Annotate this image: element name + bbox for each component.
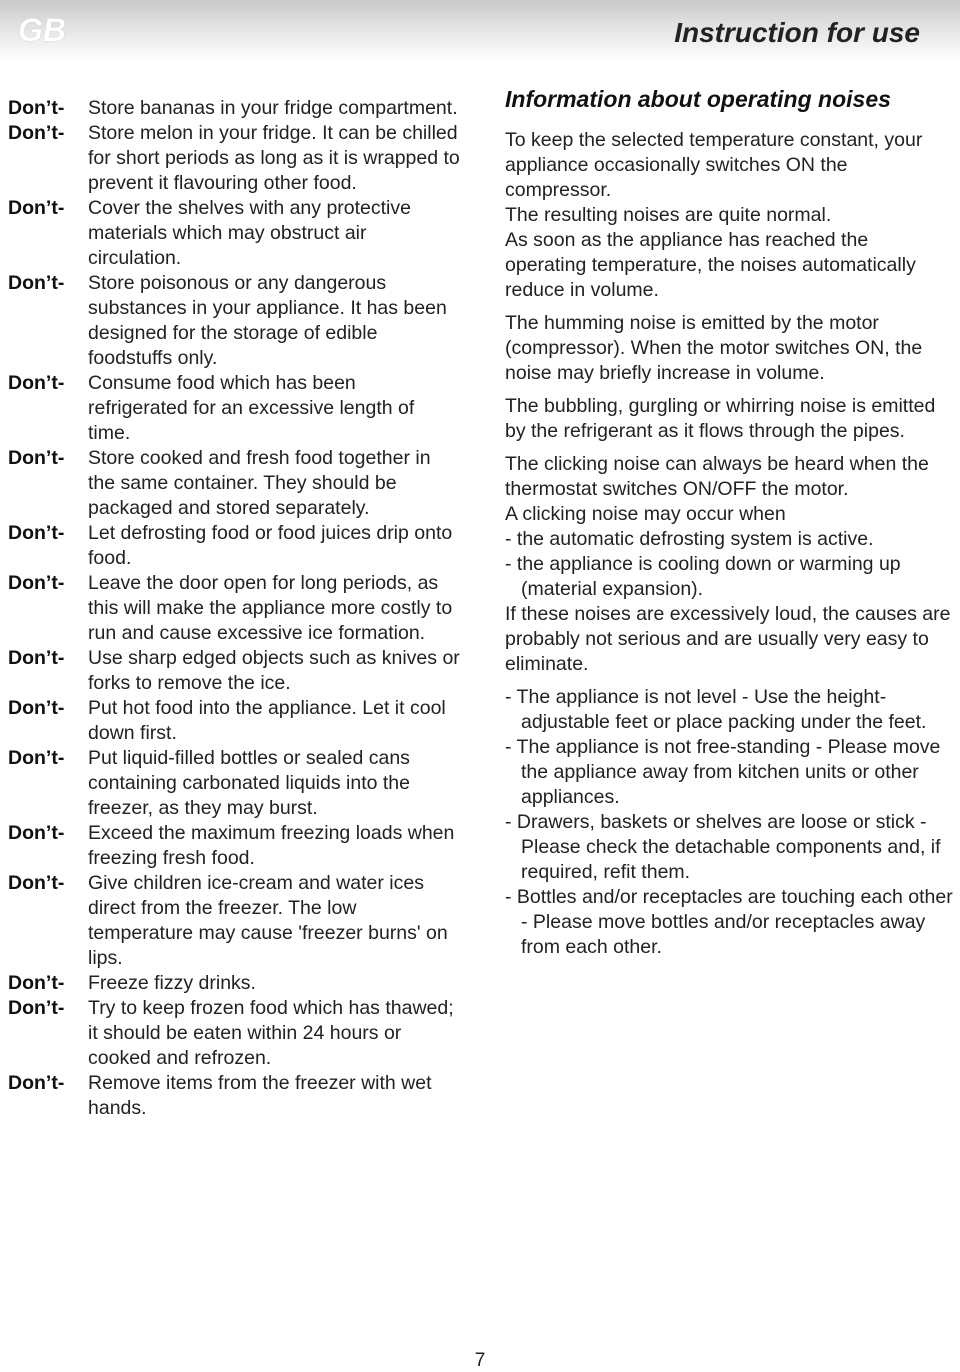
bullet-item: - Bottles and/or receptacles are touching each other - Please move bottles and/or receptacles away from each other. (505, 886, 953, 958)
section-title: Information about operating noises (505, 86, 891, 112)
donts-list (8, 96, 460, 1121)
dont-item (8, 446, 460, 521)
dont-text: Give children ice-cream and water ices direct from the freezer. The low temperature may cause 'freezer burns' on lips. (88, 872, 448, 969)
paragraph: The resulting noises are quite normal. (505, 204, 832, 226)
dont-text: Cover the shelves with any protective materials which may obstruct air circulation. (88, 197, 411, 269)
dont-item (8, 571, 460, 646)
bullet-item: - Drawers, baskets or shelves are loose or stick - Please check the detachable components and, if required, refit them. (505, 811, 941, 883)
dont-label: Don’t- (8, 822, 65, 844)
dont-text: Try to keep frozen food which has thawed; it should be eaten within 24 hours or cooked and refrozen. (88, 997, 454, 1069)
dont-label: Don’t- (8, 572, 65, 594)
dont-label: Don’t- (8, 647, 65, 669)
country-code: GB (18, 12, 66, 48)
paragraph: As soon as the appliance has reached the operating temperature, the noises automatically reduce in volume. (505, 229, 916, 301)
paragraph: To keep the selected temperature constant, your appliance occasionally switches ON the compressor. (505, 129, 923, 201)
dont-label: Don’t- (8, 447, 65, 469)
dont-item (8, 746, 460, 821)
dont-item (8, 821, 460, 871)
dont-label: Don’t- (8, 522, 65, 544)
header-title: Instruction for use (674, 17, 920, 48)
dont-item (8, 371, 460, 446)
dont-label: Don’t- (8, 122, 65, 144)
bullet-item: - The appliance is not free-standing - Please move the appliance away from kitchen units or other appliances. (505, 736, 941, 808)
dont-text: Consume food which has been refrigerated for an excessive length of time. (88, 372, 415, 444)
dont-text: Remove items from the freezer with wet hands. (88, 1072, 432, 1119)
dont-label: Don’t- (8, 697, 65, 719)
dont-item (8, 971, 460, 996)
paragraph: The clicking noise can always be heard when the thermostat switches ON/OFF the motor. (505, 453, 929, 500)
dont-text: Store poisonous or any dangerous substances in your appliance. It has been designed for the storage of edible foodstuffs only. (88, 272, 447, 369)
dont-text: Put liquid-filled bottles or sealed cans containing carbonated liquids into the freezer, as they may burst. (88, 747, 410, 819)
bullet-item: - the appliance is cooling down or warming up (material expansion). (505, 553, 901, 600)
paragraph: If these noises are excessively loud, the causes are probably not serious and are usually very easy to eliminate. (505, 603, 951, 675)
dont-item (8, 696, 460, 746)
dont-text: Store bananas in your fridge compartment. (88, 97, 458, 119)
dont-item (8, 1071, 460, 1121)
dont-text: Put hot food into the appliance. Let it cool down first. (88, 697, 446, 744)
page-header (0, 0, 960, 62)
dont-label: Don’t- (8, 747, 65, 769)
dont-label: Don’t- (8, 1072, 65, 1094)
dont-item (8, 121, 460, 196)
dont-label: Don’t- (8, 97, 65, 119)
dont-item (8, 521, 460, 571)
page-number: 7 (474, 1350, 486, 1371)
dont-item (8, 996, 460, 1071)
dont-label: Don’t- (8, 872, 65, 894)
dont-label: Don’t- (8, 272, 65, 294)
dont-item (8, 96, 460, 121)
dont-text: Freeze fizzy drinks. (88, 972, 256, 994)
dont-text: Leave the door open for long periods, as this will make the appliance more costly to run and cause excessive ice formation. (88, 572, 453, 644)
dont-label: Don’t- (8, 997, 65, 1019)
dont-text: Store cooked and fresh food together in the same container. They should be packaged and stored separately. (88, 447, 431, 519)
dont-text: Let defrosting food or food juices drip onto food. (88, 522, 453, 569)
bullet-item: - The appliance is not level - Use the height-adjustable feet or place packing under the feet. (505, 686, 927, 733)
paragraph: The bubbling, gurgling or whirring noise is emitted by the refrigerant as it flows through the pipes. (505, 395, 936, 442)
noises-section (505, 84, 953, 960)
paragraph: The humming noise is emitted by the motor (compressor). When the motor switches ON, the noise may briefly increase in volume. (505, 312, 923, 384)
dont-text: Use sharp edged objects such as knives or forks to remove the ice. (88, 647, 460, 694)
dont-item (8, 871, 460, 971)
dont-label: Don’t- (8, 197, 65, 219)
dont-item (8, 196, 460, 271)
dont-item (8, 271, 460, 371)
dont-item (8, 646, 460, 696)
bullet-item: - the automatic defrosting system is active. (505, 528, 874, 550)
dont-text: Store melon in your fridge. It can be chilled for short periods as long as it is wrapped to prevent it flavouring other food. (88, 122, 460, 194)
dont-text: Exceed the maximum freezing loads when freezing fresh food. (88, 822, 455, 869)
dont-label: Don’t- (8, 372, 65, 394)
paragraph: A clicking noise may occur when (505, 503, 786, 525)
dont-label: Don’t- (8, 972, 65, 994)
